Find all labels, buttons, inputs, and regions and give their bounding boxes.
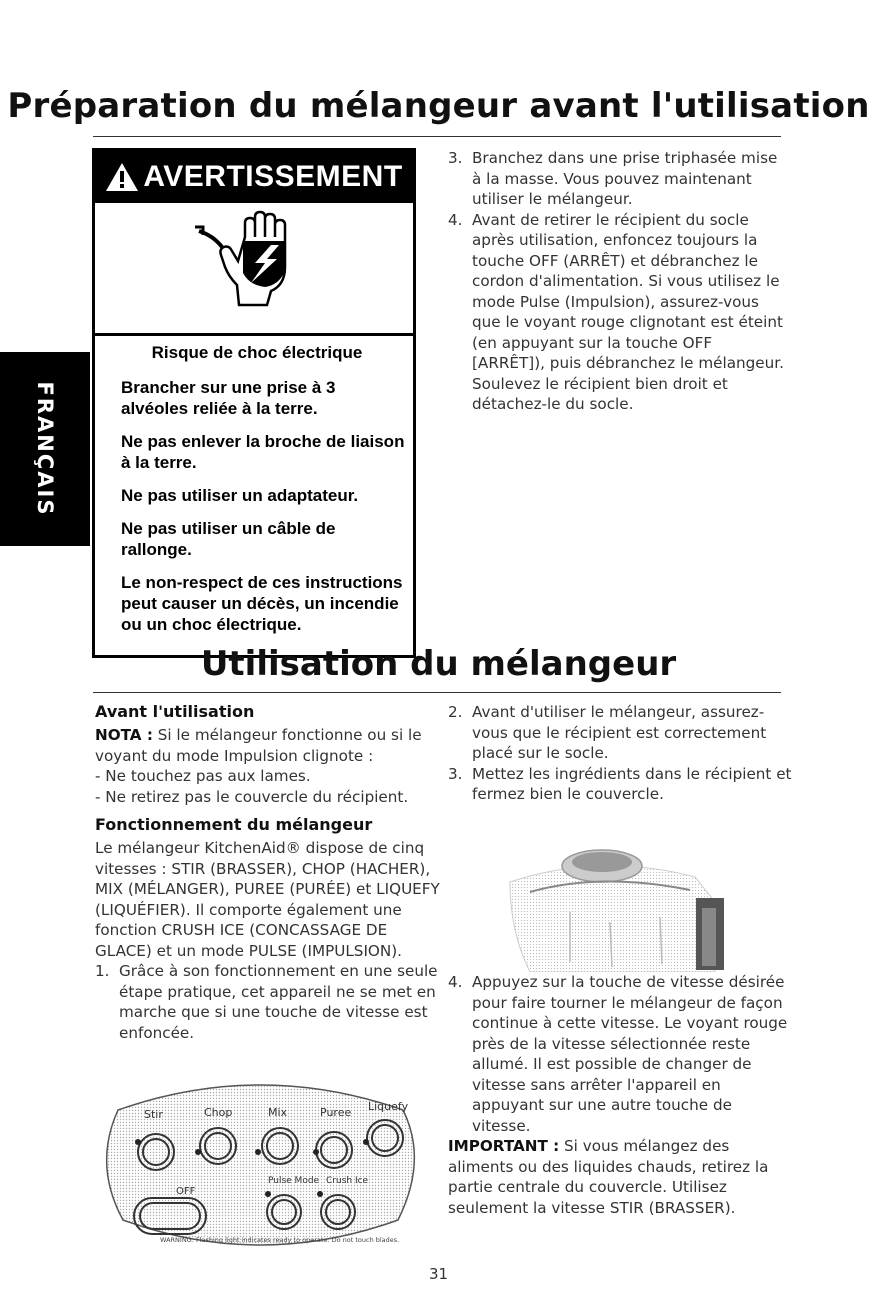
control-panel-illustration <box>98 1070 423 1250</box>
right-column-top <box>448 702 793 805</box>
list-item: 2. Avant d'utiliser le mélangeur, assurez-vous que le récipient est correctement placé sur le socle. <box>448 703 767 762</box>
panel-warning-strip: WARNING: Flashing light indicates ready to operate. Do not touch blades. <box>160 1236 400 1244</box>
section-title-usage: Utilisation du mélangeur <box>200 644 677 684</box>
speed-label: Liquefy <box>368 1100 409 1113</box>
page-number: 31 <box>428 1265 449 1283</box>
warning-line: Ne pas utiliser un adaptateur. <box>121 486 359 505</box>
title-rule <box>93 692 781 693</box>
speed-label: Mix <box>268 1106 288 1119</box>
off-label: OFF <box>176 1186 196 1197</box>
warning-heading: AVERTISSEMENT <box>143 160 403 193</box>
warning-line: Brancher sur une prise à 3 alvéoles reliée à la terre. <box>121 378 336 418</box>
crush-label: Crush Ice <box>326 1176 369 1186</box>
warning-line: Ne pas enlever la broche de liaison à la terre. <box>121 432 405 472</box>
risk-title: Risque de choc électrique <box>151 343 363 362</box>
blender-jar-illustration <box>490 832 740 972</box>
title-rule <box>93 136 781 137</box>
right-column-bottom <box>448 972 793 1218</box>
warning-triangle-icon <box>105 162 139 192</box>
language-side-tab <box>0 352 90 546</box>
side-tab-label: FRANÇAIS <box>33 381 57 517</box>
speed-label: Stir <box>144 1108 163 1121</box>
speed-label: Chop <box>204 1106 233 1119</box>
left-column <box>95 702 440 1043</box>
list-item: 1. Grâce à son fonctionnement en une seule étape pratique, cet appareil ne se met en marche que si une touche de vitesse est enfoncée. <box>95 962 438 1042</box>
warning-line: Le non-respect de ces instructions peut causer un décès, un incendie ou un choc électrique. <box>121 573 403 634</box>
warning-line: Ne pas utiliser un câble de rallonge. <box>121 519 336 559</box>
warning-text <box>107 343 407 647</box>
subheading-operation: Fonctionnement du mélangeur <box>95 815 373 834</box>
pulse-label: Pulse Mode <box>268 1176 320 1186</box>
prep-steps <box>448 148 788 415</box>
nota-bullet: - Ne retirez pas le couvercle du récipient. <box>95 787 409 806</box>
list-item: 3. Branchez dans une prise triphasée mise à la masse. Vous pouvez maintenant utiliser le mélangeur. <box>448 149 778 208</box>
list-item: 4. Avant de retirer le récipient du socle après utilisation, enfoncez toujours la touche OFF (ARRÊT) et débranchez le cordon d'alimentation. Si vous utilisez le mode Pulse (Impulsion), assurez-vous que le voyant rouge clignotant est éteint (en appuyant sur la touche OFF [ARRÊT]), puis débranchez le mélangeur. Soulevez le récipient bien droit et détachez-le du socle. <box>448 210 784 413</box>
operation-intro: Le mélangeur KitchenAid® dispose de cinq vitesses : STIR (BRASSER), CHOP (HACHER), MIX (MÉLANGER), PUREE (PURÉE) et LIQUEFY (LIQUÉFIER). Il comporte également une fonction CRUSH ICE (CONCASSAGE DE GLACE) et un mode PULSE (IMPULSION). <box>95 839 440 960</box>
nota-bullet: - Ne touchez pas aux lames. <box>95 767 311 785</box>
nota-paragraph: NOTA : Si le mélangeur fonctionne ou si le voyant du mode Impulsion clignote : <box>95 726 422 765</box>
electric-shock-hand-icon <box>95 203 413 333</box>
list-item: 4. Appuyez sur la touche de vitesse désirée pour faire tourner le mélangeur de façon continue à cette vitesse. Le voyant rouge près de la vitesse sélectionnée reste allumé. Il est possible de changer de vitesse sans arrêter l'appareil en appuyant sur une autre touche de vitesse. <box>448 973 788 1135</box>
subheading-before-use: Avant l'utilisation <box>95 702 255 721</box>
list-item: 3. Mettez les ingrédients dans le récipient et fermez bien le couvercle. <box>448 764 792 803</box>
warning-header <box>95 151 413 203</box>
warning-divider <box>95 333 413 336</box>
speed-label: Puree <box>320 1106 352 1119</box>
section-title-preparation: Préparation du mélangeur avant l'utilisation <box>7 86 870 126</box>
important-paragraph: IMPORTANT : Si vous mélangez des aliments ou des liquides chauds, retirez la partie centrale du couvercle. Utilisez seulement la vitesse STIR (BRASSER). <box>448 1137 769 1217</box>
warning-box <box>92 148 416 658</box>
